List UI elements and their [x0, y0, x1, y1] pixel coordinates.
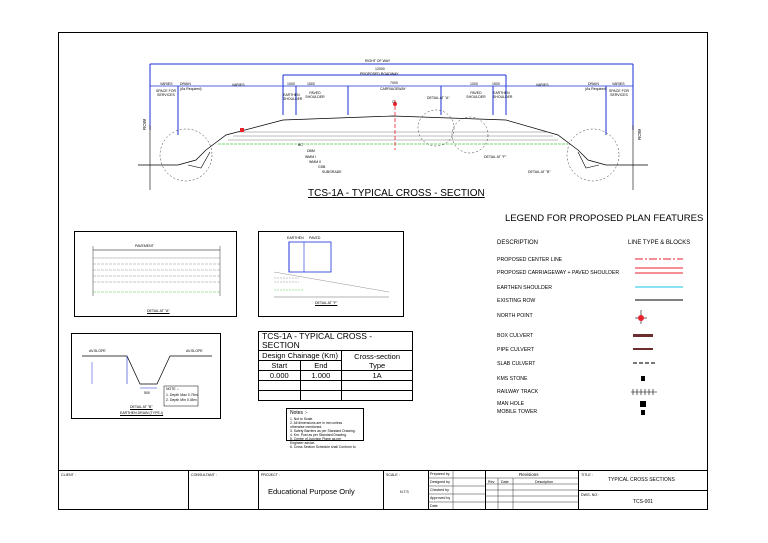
col-end: End [300, 361, 342, 371]
legend-label-box: BOX CULVERT [497, 333, 534, 339]
detail-b-caption: DETAIL AT "B" [130, 405, 153, 409]
layer-dbm: DBM [307, 149, 315, 153]
drain-left: DRAIN [180, 82, 191, 86]
carriageway-label: CARRIAGEWAY [380, 87, 406, 91]
legend-label-manhole: MAN HOLE [497, 401, 525, 407]
note-line: otherwise mentioned. [290, 425, 323, 429]
legend-title: LEGEND FOR PROPOSED PLAN FEATURES [505, 213, 704, 224]
dwg-no-label: DWG. NO : [581, 493, 600, 497]
note-line: 1. Not to Scale. [290, 417, 314, 421]
earthen-label-f: EARTHEN [287, 236, 304, 240]
notes-box [286, 408, 364, 449]
carriageway-val: 7000 [390, 81, 398, 85]
legend-col-line: LINE TYPE & BLOCKS [628, 240, 691, 246]
legend-symbols [625, 252, 690, 422]
legend-label-rail: RAILWAY TRACK [497, 389, 539, 395]
detail-f-caption: DETAIL AT "F" [315, 301, 338, 305]
legend-col-description: DESCRIPTION [497, 240, 539, 246]
legend-label-pipe: PIPE CULVERT [497, 347, 534, 353]
table-row-empty [259, 381, 413, 391]
drain-width: 500 [144, 391, 150, 395]
paved-shoulder-left: PAVED SHOULDER [305, 91, 325, 99]
val-1500-left: 1500 [307, 82, 315, 86]
notes-title: Notes :- [290, 410, 308, 416]
varies-right: VARIES [536, 83, 549, 87]
north-point-icon [635, 310, 647, 324]
layer-bc: BC [298, 143, 303, 147]
layer-subgrade: SUBGRADE [322, 170, 342, 174]
railway-track-icon [631, 389, 657, 395]
drawing-number: TCS-001 [633, 499, 654, 505]
detail-f-marker: DETAIL AT "F" [484, 155, 507, 159]
tb-divider [188, 470, 189, 510]
legend-label-centerline: PROPOSED CENTER LINE [497, 257, 563, 263]
detail-a-box [74, 231, 237, 317]
drain-note-1: 1. Depth Max 0.75m [166, 393, 198, 397]
rev-date-label: Date [501, 480, 509, 484]
as-required-right: (As Required) [585, 87, 607, 91]
detail-b-box [71, 333, 221, 419]
scale-value: N.T.S [400, 490, 409, 494]
tb-divider [383, 470, 384, 510]
paved-label-f: PAVED [309, 236, 321, 240]
av-slope-left: AV.SLOPE [89, 349, 106, 353]
revisions-label: Revisions [519, 472, 539, 477]
varies-far-left: VARIES [160, 82, 173, 86]
cl-label: CL [392, 100, 397, 104]
val-1000-left: 1000 [287, 82, 295, 86]
project-label: PROJECT : [261, 473, 280, 477]
legend-label-kms: KMS STONE [497, 376, 528, 382]
legend-label-carriageway: PROPOSED CARRIAGEWAY + PAVED SHOULDER [497, 270, 620, 276]
varies-left: VARIES [232, 83, 245, 87]
prepared-by-label: Prepared by [430, 472, 450, 476]
varies-far-right: VARIES [612, 82, 625, 86]
title-label: TITLE : [581, 473, 593, 477]
detail-a-caption: DETAIL AT "A" [147, 309, 170, 313]
layer-gsb: GSB [318, 165, 326, 169]
col-design-chainage: Design Chainage (Km) [259, 351, 342, 361]
av-slope-right: AV.SLOPE [186, 349, 203, 353]
tcs-table-title: TCS-1A - TYPICAL CROSS - SECTION [259, 332, 413, 351]
roadway-val: 12000 [375, 67, 385, 71]
kms-stone-icon [641, 376, 645, 381]
detail-b-subcaption: EARTHEN DRAIN (TYPE-I) [120, 411, 164, 415]
val-1500-right: 1500 [492, 82, 500, 86]
manhole-icon [640, 401, 646, 407]
row-type: 1A [342, 371, 413, 381]
detail-a-marker: DETAIL AT "A" [427, 96, 450, 100]
slab-culvert-icon [633, 362, 655, 364]
legend-label-row: EXISTING ROW [497, 298, 536, 304]
approved-by-label: Approved by [430, 496, 451, 500]
designed-by-label: Designed by [430, 480, 450, 484]
legend-label-earthen: EARTHEN SHOULDER [497, 285, 552, 291]
drawing-title: TYPICAL CROSS SECTIONS [608, 477, 675, 483]
paved-shoulder-right: PAVED SHOULDER [466, 91, 486, 99]
legend-label-north: NORTH POINT [497, 313, 533, 319]
detail-f-box [258, 231, 404, 317]
note-line: 2. All dimensions are in mm unless [290, 421, 343, 425]
table-row [259, 371, 413, 381]
detail-b-marker: DETAIL AT "B" [528, 170, 551, 174]
note-line: 5. Centre of Junction Plane as per [290, 437, 342, 441]
row-end: 1.000 [300, 371, 342, 381]
layer-wmm2: WMM II [309, 160, 322, 164]
box-culvert-icon [633, 334, 653, 337]
project-name: Educational Purpose Only [268, 487, 355, 496]
rev-desc-label: Description [535, 480, 553, 484]
note-line: 3. Safety Barriers as per Standard Drawing. [290, 429, 356, 433]
section-title: TCS-1A - TYPICAL CROSS - SECTION [308, 188, 485, 199]
drain-right: DRAIN [588, 82, 599, 86]
tcs-table [258, 331, 413, 401]
as-required-left: (As Required) [180, 87, 202, 91]
space-services-right: SPACE FOR SERVICES [609, 89, 629, 97]
consultant-label: CONSULTANT : [191, 473, 217, 477]
row-left-label: ROW [142, 119, 147, 130]
checked-by-label: Checked by [430, 488, 449, 492]
row-start: 0.000 [259, 371, 301, 381]
rev-no-label: Rev [488, 480, 495, 484]
mobile-tower-icon [641, 410, 645, 415]
legend-label-slab: SLAB CULVERT [497, 361, 536, 367]
scale-label: SCALE : [386, 473, 400, 477]
val-1000-right: 1000 [470, 82, 478, 86]
space-services-left: SPACE FOR SERVICES [156, 89, 176, 97]
client-label: CLIENT : [61, 473, 76, 477]
layer-wmm1: WMM I [305, 155, 317, 159]
pipe-culvert-icon [633, 348, 653, 350]
detail-a-drawing [75, 232, 236, 316]
col-start: Start [259, 361, 301, 371]
col-section-type: Cross-section Type [342, 351, 413, 371]
drain-note-title: NOTE :- [166, 387, 179, 391]
revisions-grid [428, 470, 578, 510]
roadway-label: PROPOSED ROADWAY [360, 72, 399, 76]
earthen-shoulder-right: EARTHEN SHOULDER [493, 91, 513, 99]
date-label: Date [430, 504, 438, 508]
pavement-label: PAVEMENT [135, 244, 154, 248]
row-right-label: ROW [637, 129, 642, 140]
earthen-shoulder-left: EARTHEN SHOULDER [283, 93, 303, 101]
legend-label-tower: MOBILE TOWER [497, 409, 538, 415]
tb-divider [258, 470, 259, 510]
drain-note-2: 2. Depth Min 0.45m [166, 398, 197, 402]
note-line: Engineer advice. [290, 441, 316, 445]
table-row-empty [259, 391, 413, 401]
title-dwg-divider [578, 490, 708, 491]
right-of-way-label: RIGHT OF WAY [365, 59, 391, 63]
main-cross-section [58, 40, 708, 205]
note-line: 6. Cross Section Schedule shall Conform to [290, 445, 356, 449]
note-line: 4. Km. Post as per Standard Drawing. [290, 433, 347, 437]
